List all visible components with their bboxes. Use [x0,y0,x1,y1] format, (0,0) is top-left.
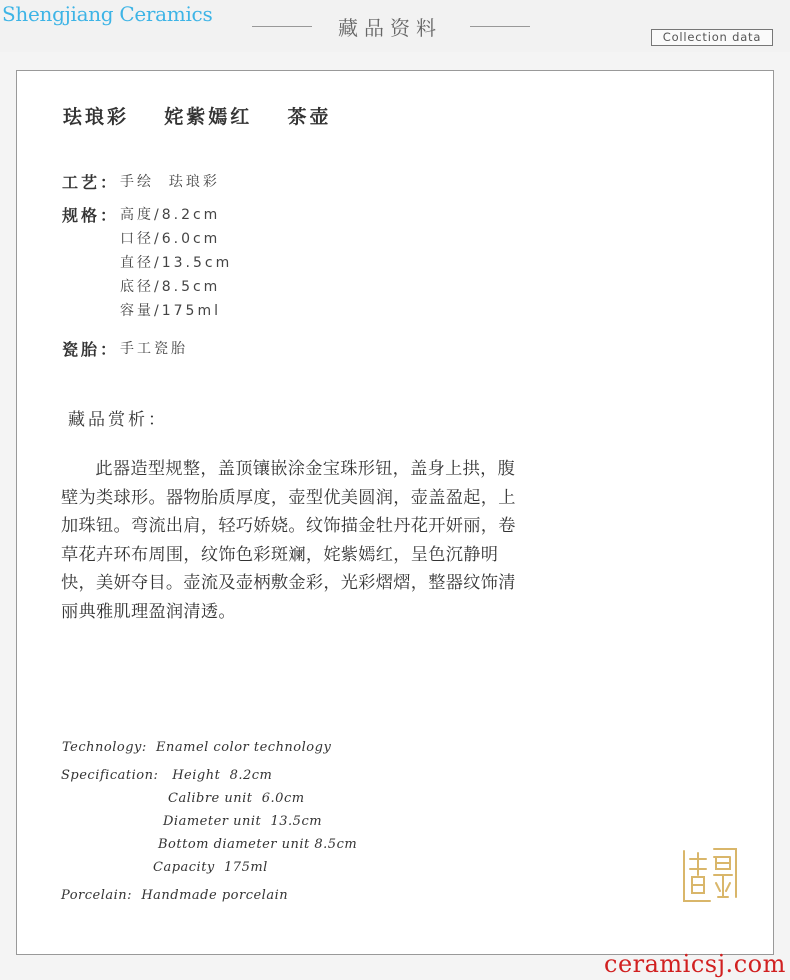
header-line-left [252,26,312,27]
en-spec-calibre: Calibre unit 6.0cm [168,791,305,806]
watermark-top: Shengjiang Ceramics [2,2,213,26]
spec-item-height: 高度/8.2cm [120,207,221,223]
en-spec-diameter: Diameter unit 13.5cm [163,814,323,829]
en-spec-bottom: Bottom diameter unit 8.5cm [158,837,358,852]
analysis-text: 此器造型规整，盖顶镶嵌涂金宝珠形钮，盖身上拱，腹壁为类球形。器物胎质厚度，壶型优美圆润，壶盖盈起，上加珠钮。弯流出肩，轻巧娇娆。纹饰描金牡丹花开妍丽，卷草花卉环布周围，纹饰色彩斑斓，姹紫嫣红，呈色沉静明快，美妍夺目。壶流及壶柄敷金彩，光彩熠熠，整器纹饰清丽典雅肌理盈润清透。 [61,459,516,622]
spec-label: 规格： [62,206,120,225]
en-technology: Technology: Enamel color technology [62,740,332,755]
header-line-right [470,26,530,27]
gold-seal-stamp-icon [680,845,740,905]
en-spec-capacity: Capacity 175ml [153,860,268,875]
craft-label: 工艺： [62,173,120,192]
en-spec-height: Specification: Height 8.2cm [61,768,273,783]
spec-item-capacity: 容量/175ml [120,303,221,319]
craft-value: 手绘 珐琅彩 [120,174,220,190]
header-subtitle-en: Collection data [651,29,773,46]
spec-item-calibre: 口径/6.0cm [120,231,221,247]
en-porcelain: Porcelain: Handmade porcelain [61,888,289,903]
spec-item-diameter: 直径/13.5cm [120,255,233,271]
product-title: 珐琅彩 姹紫嫣红 茶壶 [63,106,332,128]
body-label: 瓷胎： [62,340,120,359]
watermark-bottom: ceramicsj.com [604,950,786,978]
header-title: 藏品资料 [338,16,442,40]
analysis-title: 藏品赏析： [68,410,168,430]
body-value: 手工瓷胎 [120,341,188,357]
spec-item-bottom: 底径/8.5cm [120,279,221,295]
